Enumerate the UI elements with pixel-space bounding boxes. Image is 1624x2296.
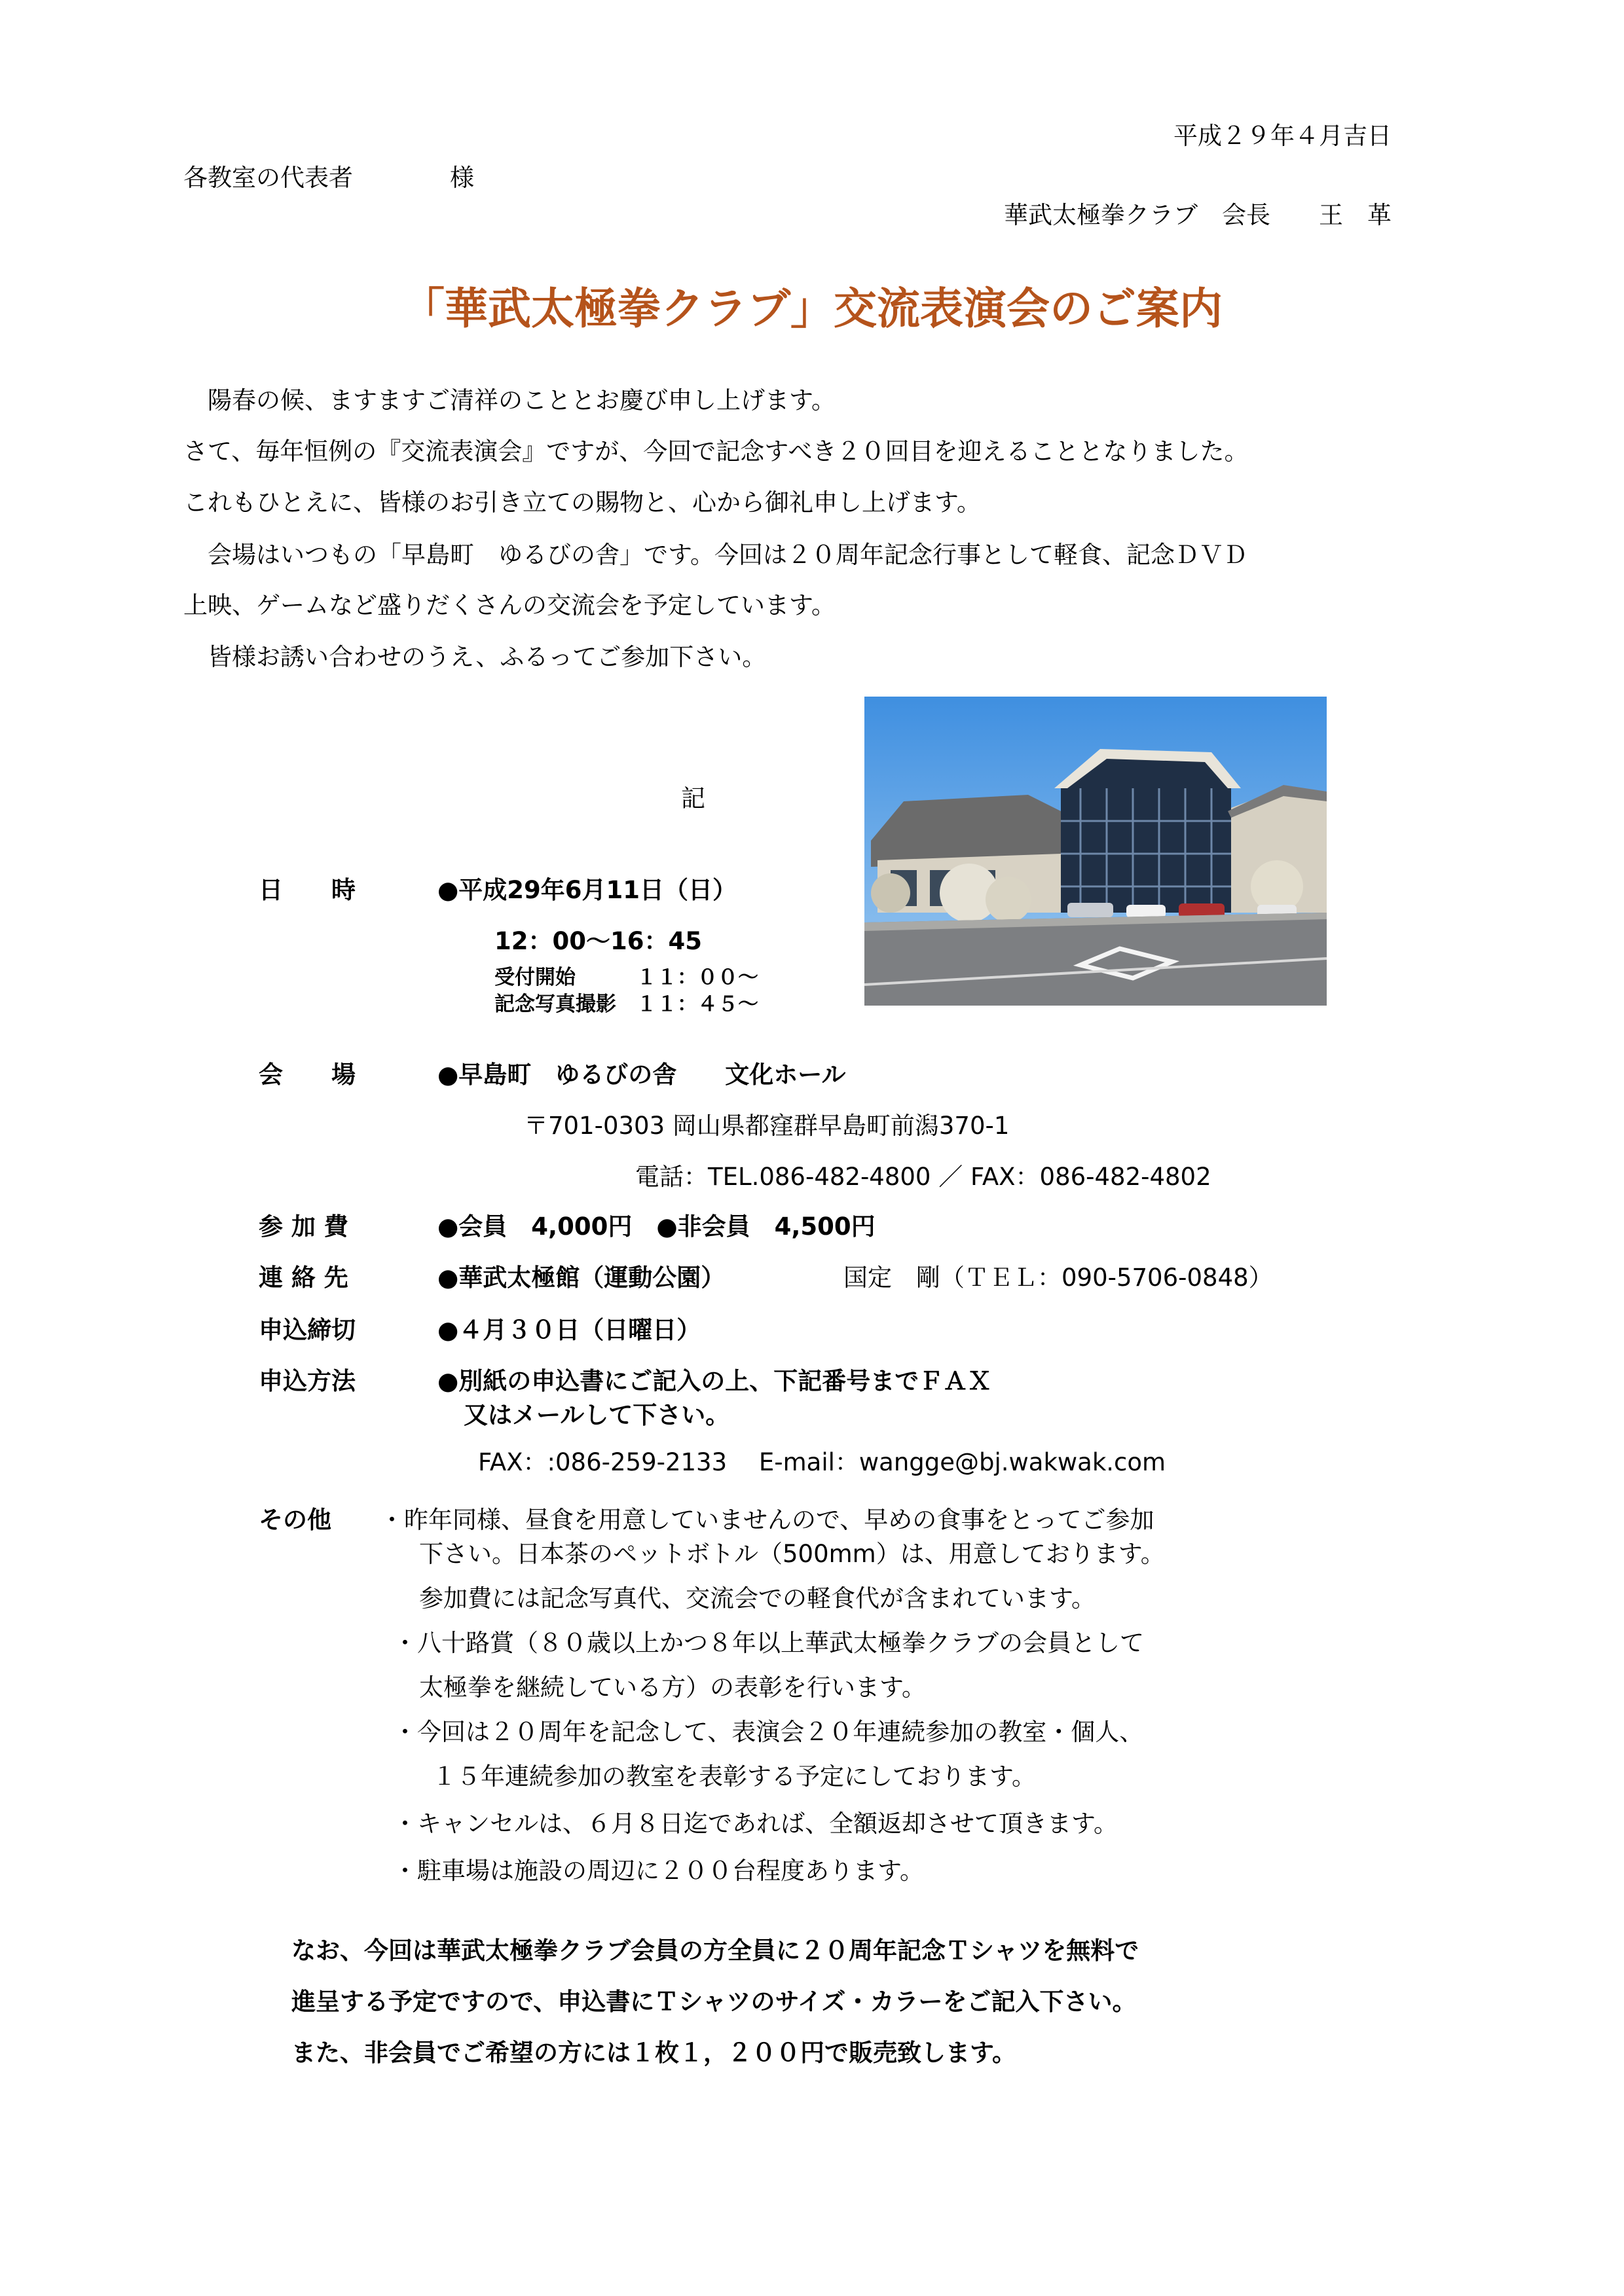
deadline-label: 申込締切 bbox=[259, 1316, 356, 1344]
body-line-5: 上映、ゲームなど盛りだくさんの交流会を予定しています。 bbox=[183, 591, 836, 619]
other-line-7: １５年連続参加の教室を表彰する予定にしております。 bbox=[432, 1762, 1037, 1791]
other-line-2: 下さい。日本茶のペットボトル（500mm）は、用意しております。 bbox=[419, 1540, 1165, 1568]
other-line-4: ・八十路賞（８０歳以上かつ８年以上華武太極拳クラブの会員として bbox=[393, 1629, 1144, 1657]
time-range: 12：00～16：45 bbox=[494, 927, 702, 955]
fee-value: ●会員 4,000円 ●非会員 4,500円 bbox=[437, 1212, 876, 1241]
deadline-value: ●４月３０日（日曜日） bbox=[437, 1316, 701, 1344]
datetime-label: 日 時 bbox=[259, 876, 356, 904]
venue-value: ●早島町 ゆるびの舎 文化ホール bbox=[437, 1061, 846, 1089]
other-label: その他 bbox=[259, 1506, 331, 1534]
other-line-3: 参加費には記念写真代、交流会での軽食代が含まれています。 bbox=[419, 1584, 1096, 1613]
closing-line-1: なお、今回は華武太極拳クラブ会員の方全員に２０周年記念Ｔシャツを無料で bbox=[291, 1937, 1139, 1965]
venue-label: 会 場 bbox=[259, 1061, 356, 1089]
contact-label: 連 絡 先 bbox=[259, 1264, 348, 1292]
other-line-5: 太極拳を継続している方）の表彰を行います。 bbox=[419, 1673, 927, 1702]
venue-address: 〒701-0303 岡山県都窪群早島町前潟370-1 bbox=[524, 1112, 1010, 1140]
document-date: 平成２９年４月吉日 bbox=[1173, 122, 1392, 150]
other-line-6: ・今回は２０周年を記念して、表演会２０年連続参加の教室・個人、 bbox=[393, 1718, 1144, 1746]
closing-line-2: 進呈する予定ですので、申込書にＴシャツのサイズ・カラーをご記入下さい。 bbox=[291, 1988, 1137, 2016]
venue-phone: 電話：TEL.086-482-4800 ／ FAX：086-482-4802 bbox=[635, 1163, 1211, 1191]
fax-email: FAX：:086-259-2133 E-mail：wangge@bj.wakwak.com bbox=[478, 1448, 1166, 1476]
body-line-1: 陽春の候、ますますご清祥のこととお慶び申し上げます。 bbox=[183, 386, 836, 414]
other-line-9: ・駐車場は施設の周辺に２００台程度あります。 bbox=[393, 1857, 925, 1885]
sender: 華武太極拳クラブ 会長 王 革 bbox=[1004, 201, 1392, 229]
ki-mark: 記 bbox=[681, 784, 705, 812]
contact-value: ●華武太極館（運動公園） bbox=[437, 1264, 726, 1292]
method-line-1: ●別紙の申込書にご記入の上、下記番号までＦＡＸ bbox=[437, 1367, 992, 1395]
body-line-3: これもひとえに、皆様のお引き立ての賜物と、心から御礼申し上げます。 bbox=[183, 488, 982, 517]
method-label: 申込方法 bbox=[259, 1367, 356, 1395]
method-line-2: 又はメールして下さい。 bbox=[464, 1401, 730, 1429]
datetime-value: ●平成29年6月11日（日） bbox=[437, 876, 737, 904]
closing-line-3: また、非会員でご希望の方には１枚１，２００円で販売致します。 bbox=[291, 2039, 1017, 2067]
other-line-1: ・昨年同様、昼食を用意していませんので、早めの食事をとってご参加 bbox=[380, 1506, 1154, 1534]
other-line-8: ・キャンセルは、６月８日迄であれば、全額返却させて頂きます。 bbox=[393, 1810, 1118, 1838]
fee-label: 参 加 費 bbox=[259, 1212, 348, 1241]
contact-person: 国定 剛（ＴＥＬ：090-5706-0848） bbox=[843, 1264, 1273, 1292]
body-line-4: 会場はいつもの「早島町 ゆるびの舎」です。今回は２０周年記念行事として軽食、記念ＤＶＤ bbox=[183, 541, 1248, 569]
reception-time: 受付開始 １１：００～ bbox=[494, 966, 758, 989]
venue-photo bbox=[864, 697, 1327, 1006]
body-line-2: さて、毎年恒例の『交流表演会』ですが、今回で記念すべき２０回目を迎えることとなりました。 bbox=[183, 437, 1249, 465]
recipient: 各教室の代表者 様 bbox=[183, 164, 474, 192]
body-line-6: 皆様お誘い合わせのうえ、ふるってご参加下さい。 bbox=[183, 643, 767, 671]
document-title: 「華武太極拳クラブ」交流表演会のご案内 bbox=[401, 283, 1223, 334]
photo-time: 記念写真撮影 １１：４５～ bbox=[494, 993, 758, 1016]
